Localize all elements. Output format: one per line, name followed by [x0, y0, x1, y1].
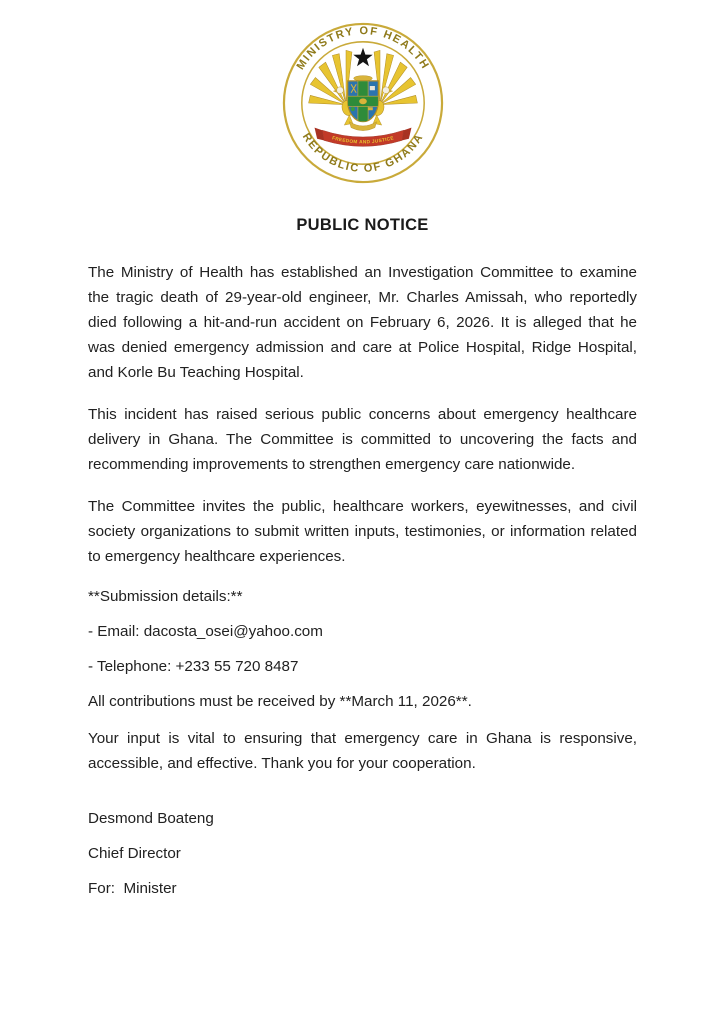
paragraph-public-concern: This incident has raised serious public concerns about emergency healthcare delivery in Ghana. The Committee is committed to uncovering the facts and recommending improvements to strengthen emergency care nationwide. [88, 406, 637, 473]
submission-telephone-line: - Telephone: +233 55 720 8487 [88, 658, 299, 675]
signatory-role: Chief Director [88, 845, 181, 862]
signatory-name: Desmond Boateng [88, 810, 214, 827]
black-star-icon [353, 48, 372, 66]
signatory-for-line: For: Minister [88, 880, 177, 897]
paragraph-investigation: The Ministry of Health has established an Investigation Committee to examine the tragic death of 29-year-old engineer, Mr. Charles Amissah, who reportedly died following a hit-and-run accident on February 6, 2026. It is alleged that he was denied emergency admission and care at Police Hospital, Ridge Hospital, and Korle Bu Teaching Hospital. [88, 264, 637, 381]
signature-block [88, 806, 637, 901]
closing-paragraph: Your input is vital to ensuring that emergency care in Ghana is responsive, accessible, and effective. Thank you for your cooperation. [88, 730, 637, 772]
paragraph-invitation: The Committee invites the public, healthcare workers, eyewitnesses, and civil society organizations to submit written inputs, testimonies, or information related to emergency healthcare experiences. [88, 498, 637, 565]
ribbon-label: FREEDOM AND JUSTICE [330, 136, 395, 146]
submission-deadline-line: All contributions must be received by **March 11, 2026**. [88, 693, 472, 710]
seal-top-arc-label: MINISTRY OF HEALTH [294, 25, 431, 73]
ghana-coat-of-arms-icon [278, 18, 448, 188]
ministry-of-health-seal [278, 18, 448, 188]
submission-email-line: - Email: dacosta_osei@yahoo.com [88, 623, 323, 640]
seal-bottom-arc-label: REPUBLIC OF GHANA [299, 131, 426, 176]
submission-details-heading: **Submission details:** [88, 588, 243, 605]
shield-icon [347, 81, 378, 122]
page-title: PUBLIC NOTICE [296, 216, 429, 234]
